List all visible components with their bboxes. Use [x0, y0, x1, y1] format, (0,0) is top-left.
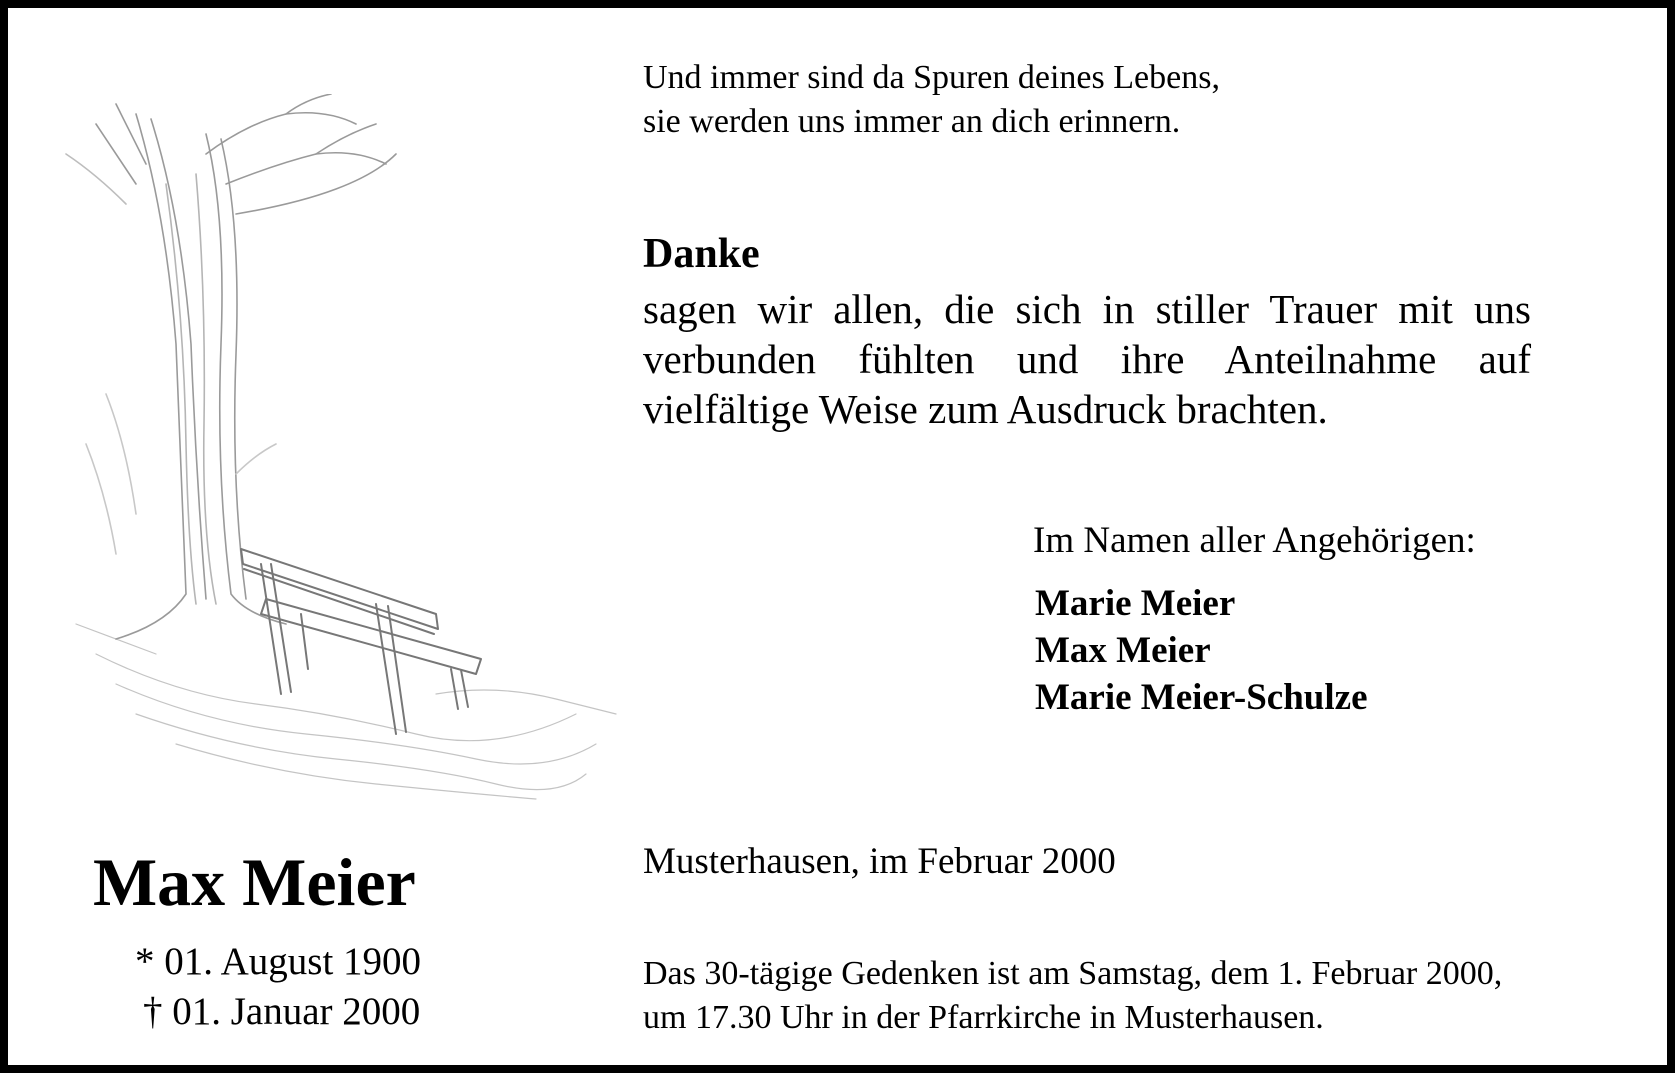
memorial-notice — [643, 952, 1502, 1040]
quote-line-1: Und immer sind da Spuren deines Lebens, — [643, 59, 1220, 96]
relative-name: Marie Meier — [1035, 583, 1236, 624]
death-date: † 01. Januar 2000 — [143, 990, 421, 1033]
relative-name: Max Meier — [1035, 630, 1211, 671]
tree-bench-illustration — [56, 94, 626, 814]
relative-name: Marie Meier-Schulze — [1035, 677, 1368, 718]
thanks-text: sagen wir allen, die sich in stiller Trauer mit uns verbunden fühlten und ihre Anteilnahme auf vielfältige Weise zum Ausdruck brachten. — [643, 286, 1531, 432]
thanks-heading: Danke — [643, 231, 760, 277]
deceased-name: Max Meier — [93, 844, 416, 920]
memorial-line-2: um 17.30 Uhr in der Pfarrkirche in Musterhausen. — [643, 999, 1324, 1036]
memorial-quote — [643, 56, 1220, 144]
place-date: Musterhausen, im Februar 2000 — [643, 841, 1116, 882]
on-behalf-label: Im Namen aller Angehörigen: — [1033, 520, 1476, 561]
quote-line-2: sie werden uns immer an dich erinnern. — [643, 103, 1181, 140]
birth-date: * 01. August 1900 — [135, 940, 422, 983]
relatives-list — [1035, 580, 1368, 721]
memorial-line-1: Das 30-tägige Gedenken ist am Samstag, dem 1. Februar 2000, — [643, 955, 1503, 992]
